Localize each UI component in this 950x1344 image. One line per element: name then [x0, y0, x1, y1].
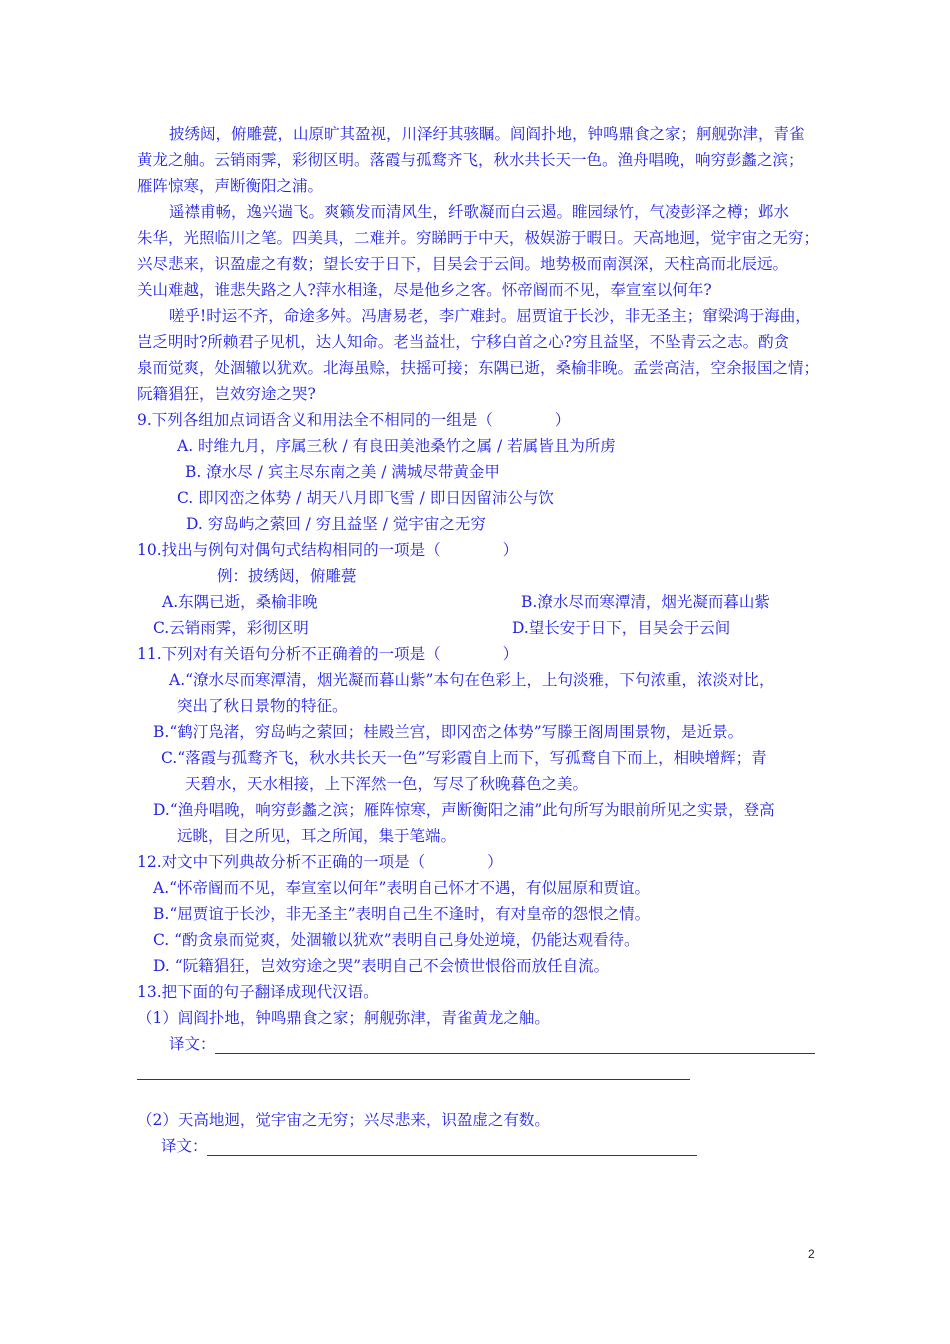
question-12-option-a: A.“怀帝阍而不见，奉宣室以何年”表明自己怀才不遇，有似屈原和贾谊。: [153, 879, 650, 897]
question-10-option-c: C.云销雨霁，彩彻区明: [153, 619, 309, 637]
question-13-item-2: （2）天高地迥，觉宇宙之无穷；兴尽悲来，识盈虚之有数。: [137, 1111, 550, 1129]
question-9-option-a: A. 时维九月，序属三秋 / 有良田美池桑竹之属 / 若属皆且为所虏: [177, 437, 616, 455]
question-9-option-b: B. 潦水尽 / 宾主尽东南之美 / 满城尽带黄金甲: [185, 463, 500, 481]
passage-line: 兴尽悲来，识盈虚之有数；望长安于日下，目吴会于云间。地势极而南溟深，天柱高而北辰远。: [137, 255, 789, 273]
question-11-option-line: B.“鹤汀凫渚，穷岛屿之萦回；桂殿兰宫，即冈峦之体势”写滕王阁周围景物，是近景。: [153, 723, 744, 741]
passage-line: 雁阵惊寒，声断衡阳之浦。: [137, 177, 324, 195]
question-10-option-b: B.潦水尽而寒潭清，烟光凝而暮山紫: [521, 593, 770, 611]
question-9-option-d: D. 穷岛屿之萦回 / 穷且益坚 / 觉宇宙之无穷: [186, 515, 486, 533]
passage-line: 披绣闼，俯雕甍，山原旷其盈视，川泽纡其骇瞩。闾阎扑地，钟鸣鼎食之家；舸舰弥津，青雀: [169, 125, 805, 143]
question-10-option-a: A.东隅已逝，桑榆非晚: [162, 593, 318, 611]
passage-line: 阮籍猖狂，岂效穷途之哭?: [137, 385, 316, 403]
question-11-option-line: 远眺，目之所见，耳之所闻，集于笔端。: [177, 827, 457, 845]
question-13-item-1: （1）闾阎扑地，钟鸣鼎食之家；舸舰弥津，青雀黄龙之舳。: [137, 1009, 550, 1027]
question-12-stem: 12.对文中下列典故分析不正确的一项是（ ）: [137, 853, 503, 871]
question-12-option-c: C. “酌贪泉而觉爽，处涸辙以犹欢”表明自己身处逆境，仍能达观看待。: [153, 931, 640, 949]
passage-line: 黄龙之舳。云销雨霁，彩彻区明。落霞与孤鹜齐飞，秋水共长天一色。渔舟唱晚，响穷彭蠡之滨；: [137, 151, 804, 169]
answer-blank[interactable]: [215, 1053, 815, 1054]
page-number: 2: [808, 1247, 815, 1261]
question-11-option-line: 突出了秋日景物的特征。: [177, 697, 348, 715]
passage-line: 关山难越，谁悲失路之人?萍水相逢，尽是他乡之客。怀帝阍而不见，奉宣室以何年?: [137, 281, 712, 299]
question-10-example: 例：披绣闼，俯雕甍: [217, 567, 357, 585]
question-13-stem: 13.把下面的句子翻译成现代汉语。: [137, 983, 379, 1001]
question-11-option-line: D.“渔舟唱晚，响穷彭蠡之滨；雁阵惊寒，声断衡阳之浦”此句所写为眼前所见之实景，登高: [153, 801, 775, 819]
passage-line: 嗟乎!时运不齐，命途多舛。冯唐易老，李广难封。屈贾谊于长沙，非无圣主；窜梁鸿于海曲，: [169, 307, 811, 325]
answer-label: 译文：: [161, 1137, 208, 1155]
question-11-option-line: A.“潦水尽而寒潭清，烟光凝而暮山紫”本句在色彩上，上句淡雅，下句浓重，浓淡对比，: [169, 671, 775, 689]
answer-blank[interactable]: [137, 1079, 690, 1080]
passage-line: 岂乏明时?所赖君子见机，达人知命。老当益壮，宁移白首之心?穷且益坚，不坠青云之志。酌贪: [137, 333, 790, 351]
question-11-stem: 11.下列对有关语句分析不正确着的一项是（ ）: [137, 645, 519, 663]
question-11-option-line: C.“落霞与孤鹜齐飞，秋水共长天一色”写彩霞自上而下，写孤鹜自下而上，相映增辉；青: [161, 749, 767, 767]
answer-blank[interactable]: [207, 1155, 697, 1156]
answer-label: 译文：: [169, 1035, 216, 1053]
question-9-stem: 9.下列各组加点词语含义和用法全不相同的一组是（ ）: [137, 411, 571, 429]
question-10-option-d: D.望长安于日下，目吴会于云间: [512, 619, 731, 637]
passage-line: 泉而觉爽，处涸辙以犹欢。北海虽赊，扶摇可接；东隅已逝，桑榆非晚。孟尝高洁，空余报国之情；: [137, 359, 820, 377]
question-12-option-d: D. “阮籍猖狂，岂效穷途之哭”表明自己不会愤世恨俗而放任自流。: [153, 957, 610, 975]
question-10-stem: 10.找出与例句对偶句式结构相同的一项是（ ）: [137, 541, 519, 559]
question-12-option-b: B.“屈贾谊于长沙，非无圣主”表明自己生不逢时，有对皇帝的怨恨之情。: [153, 905, 651, 923]
passage-line: 朱华，光照临川之笔。四美具，二难并。穷睇眄于中天，极娱游于暇日。天高地迥，觉宇宙之无穷；: [137, 229, 820, 247]
question-11-option-line: 天碧水，天水相接，上下浑然一色，写尽了秋晚暮色之美。: [185, 775, 589, 793]
question-9-option-c: C. 即冈峦之体势 / 胡天八月即飞雪 / 即日因留沛公与饮: [177, 489, 554, 507]
passage-line: 遥襟甫畅，逸兴遄飞。爽籁发而清风生，纤歌凝而白云遏。睢园绿竹，气凌彭泽之樽；邺水: [169, 203, 790, 221]
